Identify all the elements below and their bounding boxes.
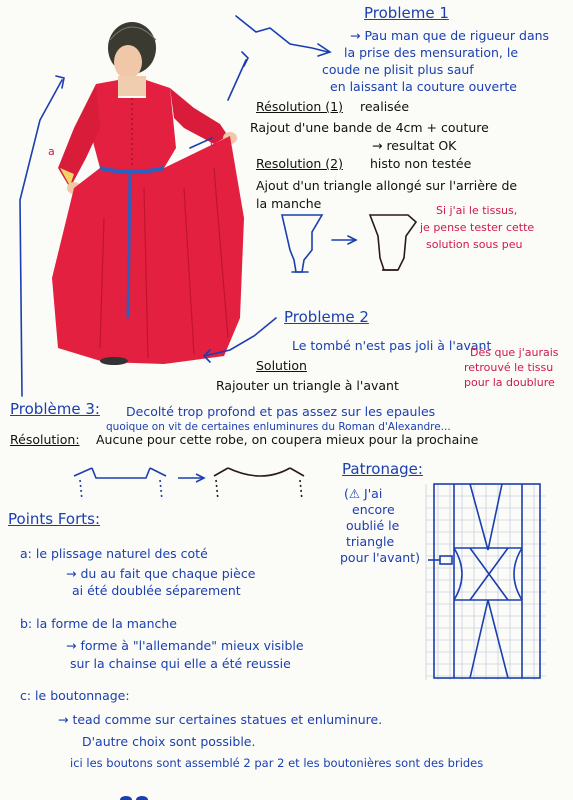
point-b-detail: → forme à "l'allemande" mieux visible — [66, 638, 304, 653]
point-c-detail: D'autre choix sont possible. — [82, 734, 256, 749]
resolution2-status: histo non testée — [370, 156, 472, 171]
probleme2-line: Le tombé n'est pas joli à l'avant — [292, 338, 492, 353]
probleme1-line: en laissant la couture ouverte — [330, 79, 517, 94]
resolution2-title: Resolution (2) — [256, 156, 343, 171]
point-a-detail: ai été doublée séparement — [72, 583, 241, 598]
probleme2-note: Dès que j'aurais — [470, 346, 559, 359]
point-a-label: a: le plissage naturel des coté — [20, 546, 208, 561]
resolution1-status: realisée — [360, 99, 410, 114]
points-forts-title: Points Forts: — [8, 510, 101, 528]
point-a-detail: → du au fait que chaque pièce — [66, 566, 256, 581]
resolution2-text: Ajout d'un triangle allongé sur l'arrière de — [256, 178, 518, 193]
point-b-detail: sur la chainse qui elle a été reussie — [70, 656, 291, 671]
probleme3-resolution-title: Résolution: — [10, 432, 80, 447]
patronage-note: (⚠ J'ai — [344, 486, 383, 501]
photo-label-c: c — [210, 136, 217, 149]
photo-label-a: a — [48, 145, 55, 158]
resolution1-result: → resultat OK — [372, 138, 457, 153]
point-c-label: c: le boutonnage: — [20, 688, 130, 703]
probleme3-line: Decolté trop profond et pas assez sur les epaules — [126, 404, 436, 419]
point-b-label: b: la forme de la manche — [20, 616, 177, 631]
probleme1-note: Si j'ai le tissus, — [436, 204, 518, 217]
probleme1-note: je pense tester cette — [420, 221, 535, 234]
probleme3-line: quoique on vit de certaines enluminures du Roman d'Alexandre... — [106, 421, 451, 433]
point-c-detail: → tead comme sur certaines statues et enluminure. — [58, 712, 383, 727]
patronage-note: triangle — [346, 534, 395, 549]
probleme1-line: la prise des mensuration, le — [344, 45, 519, 60]
patronage-note: oublié le — [346, 518, 400, 533]
probleme3-title: Problème 3: — [10, 400, 100, 418]
point-c-detail: ici les boutons sont assemblé 2 par 2 et les boutonières sont des brides — [70, 756, 484, 770]
resolution2-text: la manche — [256, 196, 322, 211]
probleme2-note: retrouvé le tissu — [464, 361, 554, 374]
probleme1-title: Probleme 1 — [364, 4, 449, 22]
patronage-title: Patronage: — [342, 460, 423, 478]
probleme1-line: → Pau man que de rigueur dans — [350, 28, 550, 43]
solution-text: Rajouter un triangle à l'avant — [216, 378, 399, 393]
probleme2-note: pour la doublure — [464, 376, 555, 389]
resolution1-text: Rajout d'une bande de 4cm + couture — [250, 120, 489, 135]
solution-title: Solution — [256, 358, 307, 373]
patronage-note: encore — [352, 502, 395, 517]
patronage-note: pour l'avant) — [340, 550, 420, 565]
probleme1-note: solution sous peu — [426, 238, 523, 251]
probleme3-resolution-text: Aucune pour cette robe, on coupera mieux pour la prochaine — [96, 432, 479, 447]
resolution1-title: Résolution (1) — [256, 99, 343, 114]
probleme1-line: coude ne plisit plus sauf — [322, 62, 474, 77]
probleme2-title: Probleme 2 — [284, 308, 369, 326]
